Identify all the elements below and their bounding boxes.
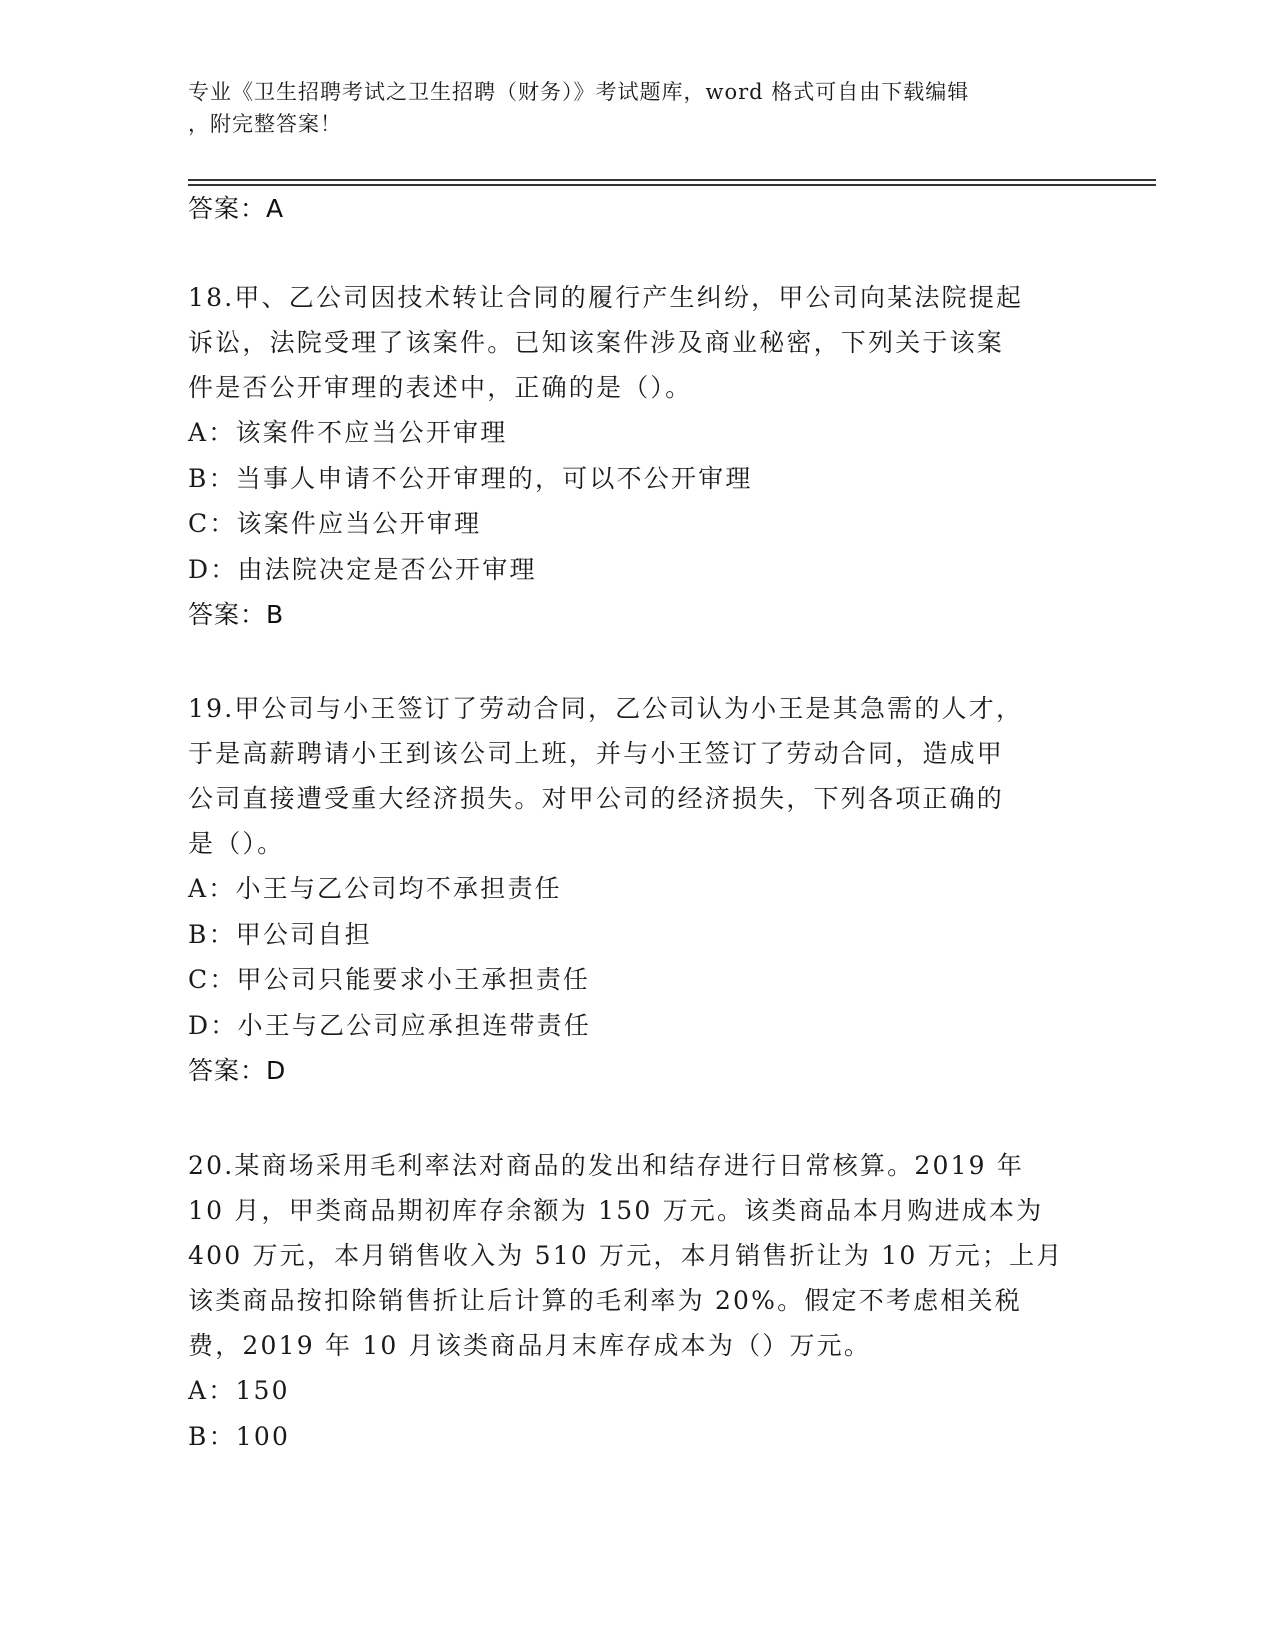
answer-block-17 [188,186,1088,231]
question-19-option-c: C：甲公司只能要求小王承担责任 [188,965,591,994]
question-20-stem-line-3: 400 万元，本月销售收入为 510 万元，本月销售折让为 10 万元；上月 [188,1241,1064,1270]
question-20-option-a: A：150 [188,1376,290,1405]
question-19 [188,686,1088,1093]
question-20-option-b: B：100 [188,1421,291,1451]
question-19-stem-line-3: 公司直接遭受重大经济损失。对甲公司的经济损失，下列各项正确的 [188,784,1005,813]
question-19-stem-line-4: 是（）。 [188,829,285,858]
question-20-stem-line-4: 该类商品按扣除销售折让后计算的毛利率为 20%。假定不考虑相关税 [188,1286,1022,1315]
question-20-stem-line-2: 10 月，甲类商品期初库存余额为 150 万元。该类商品本月购进成本为 [188,1196,1044,1225]
question-19-stem-line-1: 19.甲公司与小王签订了劳动合同，乙公司认为小王是其急需的人才， [188,694,1024,723]
question-18-option-b: B：当事人申请不公开审理的，可以不公开审理 [188,463,753,493]
answer-17: 答案：A [188,194,285,223]
question-18 [188,275,1088,637]
question-20-stem-line-5: 费，2019 年 10 月该类商品月末库存成本为（）万元。 [188,1331,872,1360]
question-20-stem-line-1: 20.某商场采用毛利率法对商品的发出和结存进行日常核算。2019 年 [188,1151,1025,1180]
question-19-stem-line-2: 于是高薪聘请小王到该公司上班，并与小王签订了劳动合同，造成甲 [188,739,1005,768]
question-18-answer: 答案：B [188,600,285,629]
question-19-option-a: A：小王与乙公司均不承担责任 [188,874,562,903]
header-line-1: 专业《卫生招聘考试之卫生招聘（财务）》考试题库，word 格式可自由下载编辑 [188,80,970,104]
question-19-option-b: B：甲公司自担 [188,919,372,949]
question-18-option-c: C：该案件应当公开审理 [188,509,482,538]
question-19-option-d: D：小王与乙公司应承担连带责任 [188,1010,592,1040]
question-20 [188,1143,1088,1459]
question-18-stem-line-1: 18.甲、乙公司因技术转让合同的履行产生纠纷，甲公司向某法院提起 [188,283,1024,312]
question-18-option-a: A：该案件不应当公开审理 [188,418,508,447]
document-header [188,76,1068,140]
question-18-stem-line-3: 件是否公开审理的表述中，正确的是（）。 [188,373,693,402]
question-18-option-d: D：由法院决定是否公开审理 [188,554,537,584]
question-18-stem-line-2: 诉讼，法院受理了该案件。已知该案件涉及商业秘密，下列关于该案 [188,328,1005,357]
header-line-2: ，附完整答案！ [188,112,342,136]
header-divider-top [188,179,1156,181]
question-19-answer: 答案：D [188,1056,287,1085]
